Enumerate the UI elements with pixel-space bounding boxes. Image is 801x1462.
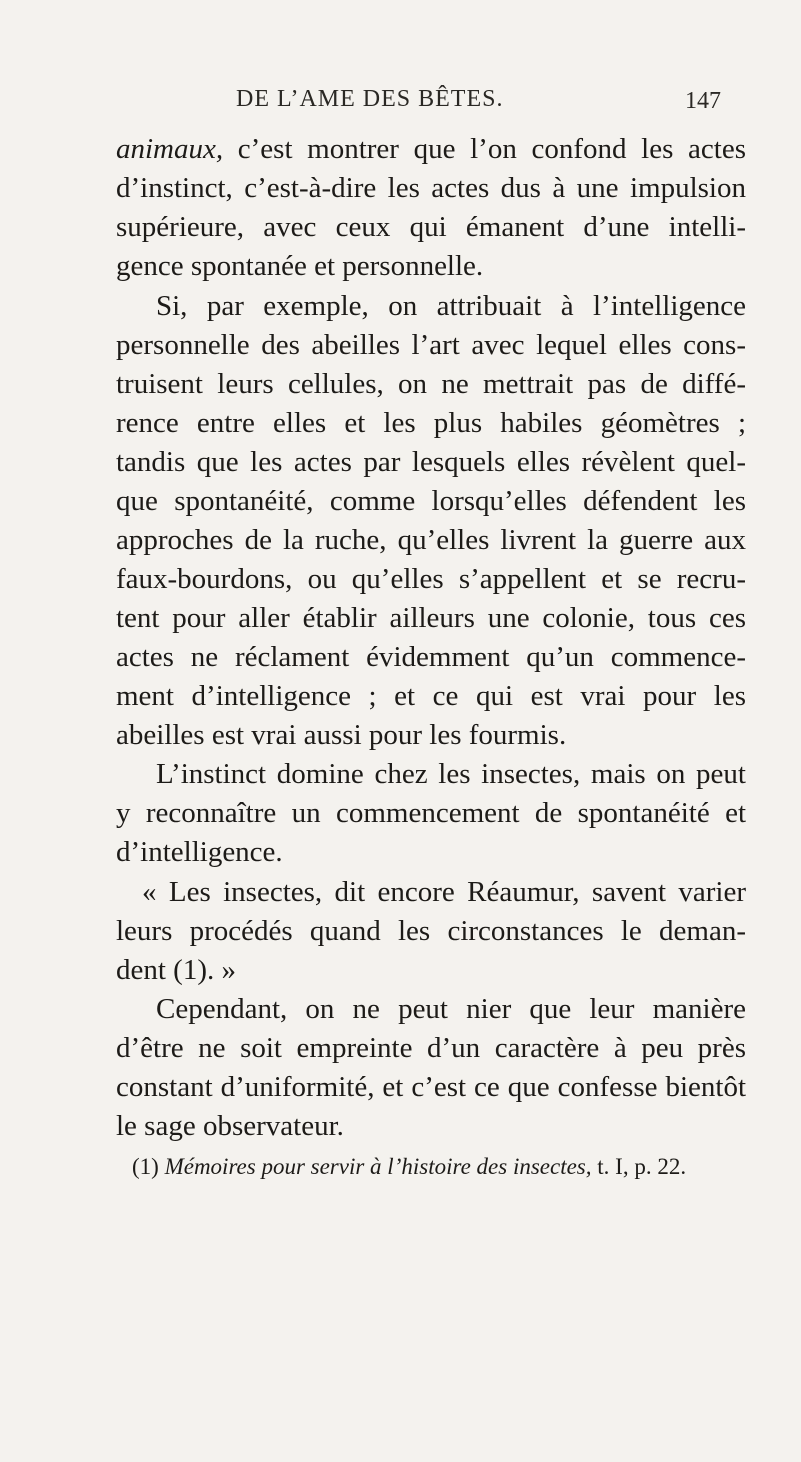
italic-word: animaux, [116,133,224,165]
text-line [116,135,746,164]
footnote-title: Mémoires pour servir à l’histoire des insectes, [164,1154,592,1179]
text-line: actes ne réclament évidemment qu’un commence- [116,641,746,673]
text-line: tandis que les actes par lesquels elles révèlent quel- [116,446,746,478]
footnote-reference: t. I, p. 22. [591,1154,687,1179]
running-title: DE L’AME DES BÊTES. [236,86,504,112]
line-text: c’est montrer que l’on confond les actes [223,133,746,165]
text-line: que spontanéité, comme lorsqu’elles défendent les [116,485,746,517]
footnote [132,1155,686,1178]
page-number: 147 [685,88,721,114]
text-line: ment d’intelligence ; et ce qui est vrai pour les [116,680,746,712]
text-line: d’instinct, c’est-à-dire les actes dus à une impulsion [116,172,746,204]
text-line: approches de la ruche, qu’elles livrent la guerre aux [116,524,746,556]
text-line: abeilles est vrai aussi pour les fourmis. [116,719,567,751]
text-line: personnelle des abeilles l’art avec lequel elles cons- [116,329,746,361]
text-line: dent (1). » [116,954,236,986]
text-line: gence spontanée et personnelle. [116,250,484,282]
text-line: truisent leurs cellules, on ne mettrait pas de diffé- [116,368,746,400]
text-line: faux-bourdons, ou qu’elles s’appellent et se recru- [116,563,746,595]
text-line: tent pour aller établir ailleurs une colonie, tous ces [116,602,746,634]
text-line: supérieure, avec ceux qui émanent d’une intelli- [116,211,746,243]
text-line: leurs procédés quand les circonstances le deman- [116,915,746,947]
text-line: d’intelligence. [116,836,283,868]
text-line: y reconnaître un commencement de spontanéité et [116,797,746,829]
footnote-marker: (1) [132,1154,159,1179]
text-line: d’être ne soit empreinte d’un caractère à peu près [116,1032,746,1064]
text-line: Si, par exemple, on attribuait à l’intelligence [156,290,746,322]
text-line: L’instinct domine chez les insectes, mais on peut [156,758,746,790]
text-line: rence entre elles et les plus habiles géomètres ; [116,407,746,439]
text-line: constant d’uniformité, et c’est ce que confesse bientôt [116,1071,746,1103]
text-line: « Les insectes, dit encore Réaumur, savent varier [142,876,746,908]
text-line: le sage observateur. [116,1110,344,1142]
text-line: Cependant, on ne peut nier que leur manière [156,993,746,1025]
